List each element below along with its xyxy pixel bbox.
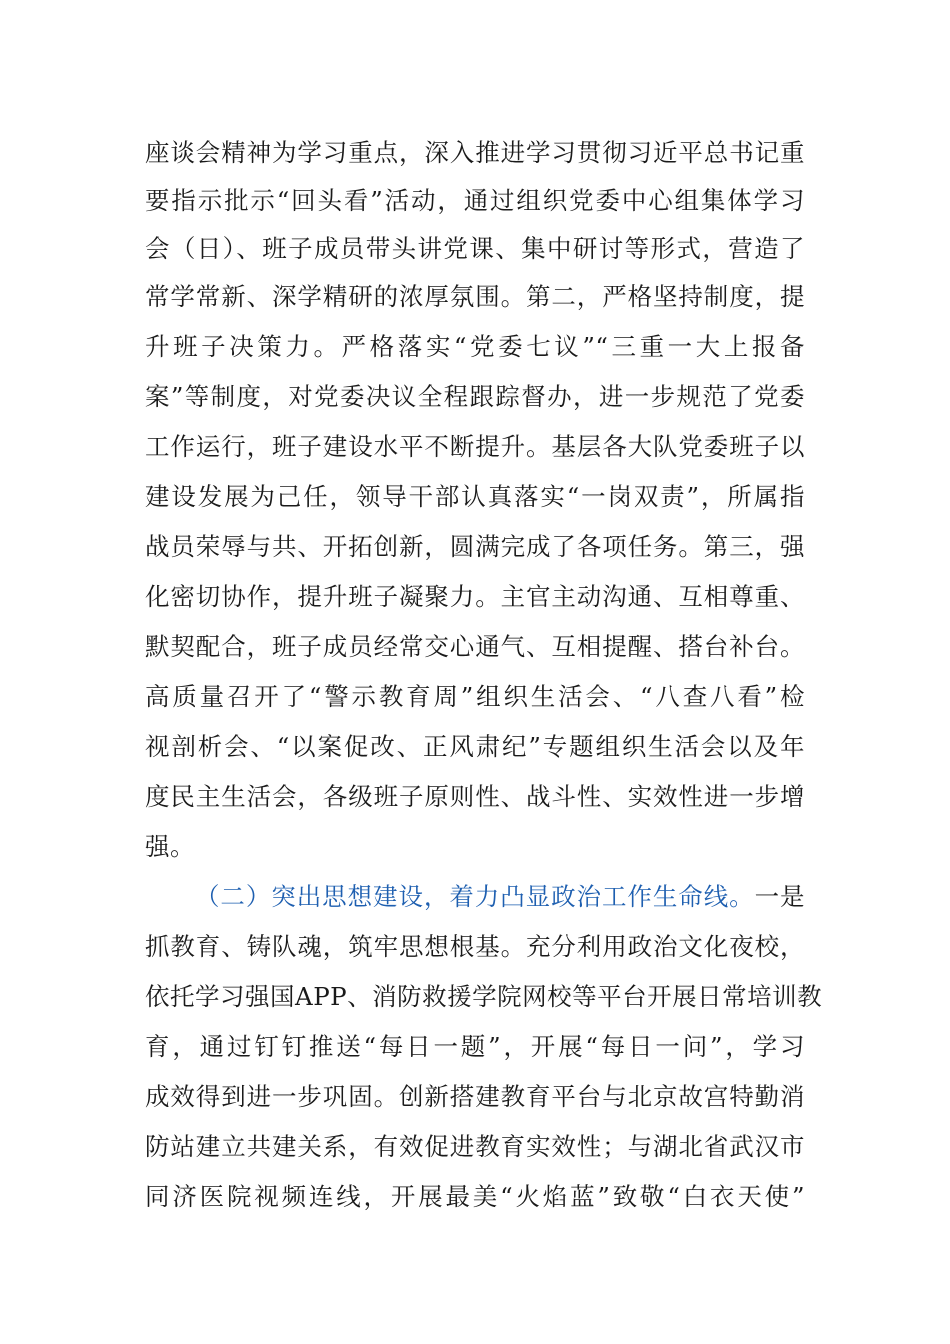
- paragraph-line: 案”等制度，对党委决议全程跟踪督办，进一步规范了党委: [145, 382, 805, 411]
- paragraph-line: 育，通过钉钉推送“每日一题”，开展“每日一问”，学习: [145, 1032, 805, 1061]
- paragraph-line: 度民主生活会，各级班子原则性、战斗性、实效性进一步增: [145, 782, 805, 811]
- paragraph-line: 防站建立共建关系，有效促进教育实效性；与湖北省武汉市: [145, 1132, 805, 1161]
- paragraph-line: 战员荣辱与共、开拓创新，圆满完成了各项任务。第三，强: [145, 532, 805, 561]
- section-heading-continuation: 一是: [754, 882, 806, 911]
- paragraph-line: 会（日）、班子成员带头讲党课、集中研讨等形式，营造了: [145, 234, 805, 263]
- paragraph-line: 化密切协作，提升班子凝聚力。主官主动沟通、互相尊重、: [145, 582, 805, 611]
- paragraph-line: 依托学习强国APP、消防救援学院网校等平台开展日常培训教: [145, 982, 823, 1011]
- paragraph-line: 升班子决策力。严格落实“党委七议”“三重一大上报备: [145, 332, 805, 361]
- paragraph-line: 建设发展为己任，领导干部认真落实“一岗双责”，所属指: [145, 482, 805, 511]
- paragraph-line: 视剖析会、“以案促改、正风肃纪”专题组织生活会以及年: [145, 732, 805, 761]
- section-heading: （二）突出思想建设，着力凸显政治工作生命线。: [195, 882, 755, 911]
- paragraph-line: 高质量召开了“警示教育周”组织生活会、“八查八看”检: [145, 682, 805, 711]
- paragraph-line: 成效得到进一步巩固。创新搭建教育平台与北京故宫特勤消: [145, 1082, 805, 1111]
- paragraph-line: 座谈会精神为学习重点，深入推进学习贯彻习近平总书记重: [145, 138, 805, 167]
- paragraph-line: 强。: [145, 832, 195, 861]
- paragraph-line: 常学常新、深学精研的浓厚氛围。第二，严格坚持制度，提: [145, 282, 805, 311]
- paragraph-line: 工作运行，班子建设水平不断提升。基层各大队党委班子以: [145, 432, 805, 461]
- paragraph-line: 默契配合，班子成员经常交心通气、互相提醒、搭台补台。: [145, 632, 805, 661]
- section-heading-line: [195, 880, 805, 914]
- paragraph-line: 要指示批示“回头看”活动，通过组织党委中心组集体学习: [145, 186, 805, 215]
- paragraph-line: 抓教育、铸队魂，筑牢思想根基。充分利用政治文化夜校，: [145, 932, 805, 961]
- paragraph-line: 同济医院视频连线，开展最美“火焰蓝”致敬“白衣天使”: [145, 1182, 805, 1211]
